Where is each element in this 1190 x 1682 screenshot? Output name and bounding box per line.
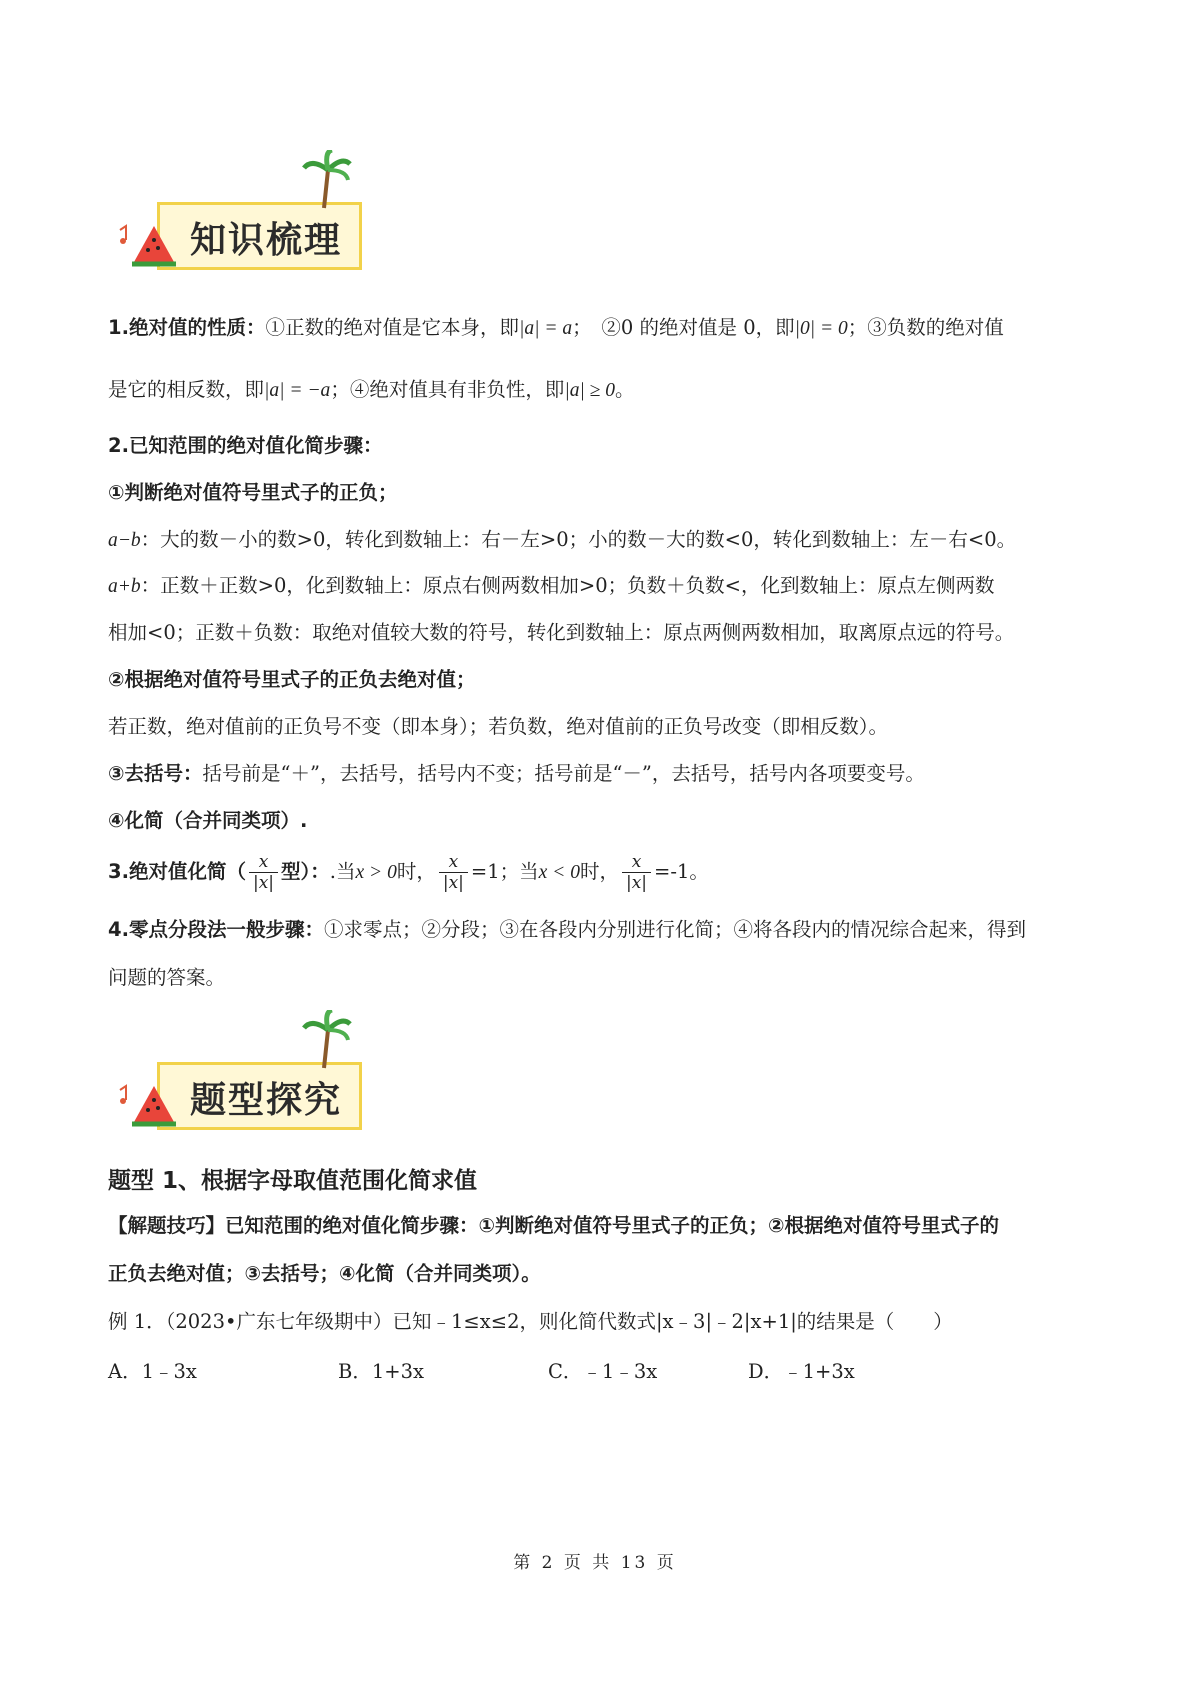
rule-label: 4.零点分段法一般步骤： bbox=[108, 918, 324, 941]
text: 是它的相反数，即 bbox=[108, 378, 265, 401]
denominator: |x| bbox=[252, 873, 275, 893]
section-title: 知识梳理 bbox=[190, 220, 343, 261]
zero-point-method bbox=[108, 916, 1093, 944]
numerator: x bbox=[249, 852, 278, 873]
step-3 bbox=[108, 760, 1093, 788]
rule-label: 3.绝对值化简（ bbox=[108, 860, 246, 883]
numerator: x bbox=[439, 852, 468, 873]
option-a: A．1﹣3x bbox=[108, 1360, 197, 1383]
watermelon-icon bbox=[112, 220, 182, 270]
property-line-2 bbox=[108, 376, 1093, 405]
type-1-title: 题型 1、根据字母取值范围化简求值 bbox=[108, 1168, 478, 1194]
palm-tree-icon bbox=[302, 150, 352, 210]
section-banner-knowledge bbox=[112, 150, 372, 280]
rule-label: 型）： bbox=[281, 860, 330, 883]
fraction bbox=[439, 852, 468, 893]
property-label: 1.绝对值的性质： bbox=[108, 316, 266, 339]
option-b: B．1+3x bbox=[338, 1360, 424, 1383]
a-plus-b-rule-cont: 相加<0；正数＋负数：取绝对值较大数的符号，转化到数轴上：原点两侧两数相加，取离原点远的符号。 bbox=[108, 621, 1015, 644]
text: 。 bbox=[615, 378, 635, 401]
text: 括号前是“＋”，去括号，括号内不变；括号前是“－”，去括号，括号内各项要变号。 bbox=[202, 762, 925, 785]
text: ；④绝对值具有非负性，即 bbox=[330, 378, 565, 401]
text: .当 bbox=[329, 860, 356, 883]
fraction bbox=[249, 852, 278, 893]
math-expression: |a| ≥ 0 bbox=[564, 380, 616, 401]
math-expression: x < 0 bbox=[538, 862, 580, 883]
numerator: x bbox=[622, 852, 651, 873]
example-1-question: 例 1．（2023•广东七年级期中）已知﹣1≤x≤2，则化简代数式|x﹣3|﹣2|x+1|的结果是（ ） bbox=[108, 1310, 953, 1333]
math-expression: |a| = −a bbox=[264, 380, 331, 401]
step-2: ②根据绝对值符号里式子的正负去绝对值； bbox=[108, 668, 476, 691]
text: =-1。 bbox=[654, 860, 709, 883]
denominator: |x| bbox=[442, 873, 464, 893]
solving-tip-line-1: 【解题技巧】已知范围的绝对值化简步骤：①判断绝对值符号里式子的正负；②根据绝对值符号里式子的 bbox=[108, 1214, 1000, 1237]
text: ：正数＋正数>0，化到数轴上：原点右侧两数相加>0；负数＋负数<，化到数轴上：原点左侧两数 bbox=[140, 574, 995, 597]
text: ； ②0 的绝对值是 0，即 bbox=[572, 316, 795, 339]
steps-heading: 2.已知范围的绝对值化简步骤： bbox=[108, 434, 383, 457]
math-expression: a−b bbox=[108, 530, 141, 551]
step-2-text: 若正数，绝对值前的正负号不变（即本身）；若负数，绝对值前的正负号改变（即相反数）。 bbox=[108, 715, 889, 738]
text: ①正数的绝对值是它本身，即 bbox=[265, 316, 519, 339]
section-title: 题型探究 bbox=[190, 1080, 343, 1121]
step-label: ③去括号： bbox=[108, 762, 203, 785]
text: ：大的数－小的数>0，转化到数轴上：右－左>0；小的数－大的数<0，转化到数轴上：左－右<0。 bbox=[140, 528, 1017, 551]
text: 时， bbox=[579, 860, 619, 883]
math-expression: |0| = 0 bbox=[794, 318, 848, 339]
denominator: |x| bbox=[625, 873, 648, 893]
option-c: C．﹣1﹣3x bbox=[548, 1360, 658, 1383]
palm-tree-icon bbox=[302, 1010, 352, 1070]
section-banner-types bbox=[112, 1010, 372, 1140]
math-expression: |a| = a bbox=[519, 318, 573, 339]
step-1: ①判断绝对值符号里式子的正负； bbox=[108, 481, 398, 504]
step-4: ④化简（合并同类项）. bbox=[108, 809, 308, 832]
page-footer: 第 2 页 共 13 页 bbox=[513, 1553, 677, 1573]
text: ①求零点；②分段；③在各段内分别进行化简；④将各段内的情况综合起来，得到 bbox=[323, 918, 1026, 941]
fraction bbox=[622, 852, 651, 893]
solving-tip-line-2: 正负去绝对值；③去括号；④化简（合并同类项）。 bbox=[108, 1262, 541, 1285]
a-minus-b-rule bbox=[108, 526, 1093, 555]
text: =1；当 bbox=[470, 860, 539, 883]
option-d: D．﹣1+3x bbox=[748, 1360, 855, 1383]
watermelon-icon bbox=[112, 1080, 182, 1130]
math-expression: a+b bbox=[108, 576, 141, 597]
a-plus-b-rule bbox=[108, 572, 1093, 601]
text: 时， bbox=[396, 860, 436, 883]
simplify-x-over-abs-x bbox=[108, 848, 1093, 897]
zero-point-method-cont: 问题的答案。 bbox=[108, 966, 226, 989]
property-line-1 bbox=[108, 314, 1093, 343]
text: ；③负数的绝对值 bbox=[847, 316, 1004, 339]
math-expression: x > 0 bbox=[355, 862, 397, 883]
